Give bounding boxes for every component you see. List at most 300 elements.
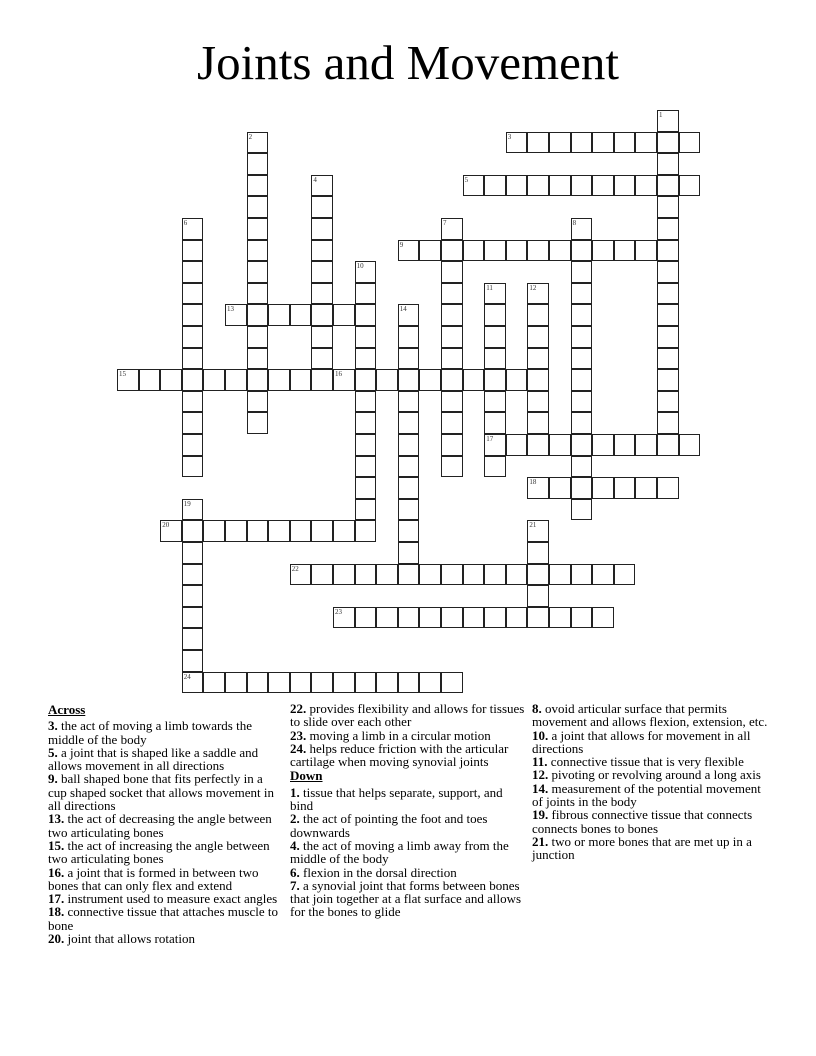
crossword-cell[interactable] [506, 132, 528, 154]
crossword-cell[interactable] [484, 304, 506, 326]
clue-number: 14. [532, 780, 549, 796]
clues-column-1 [48, 702, 284, 945]
crossword-cell[interactable] [679, 132, 701, 154]
crossword-cell[interactable] [182, 326, 204, 348]
crossword-cell[interactable] [571, 456, 593, 478]
crossword-cell[interactable] [614, 132, 636, 154]
crossword-cell[interactable] [398, 326, 420, 348]
crossword-cell[interactable] [679, 175, 701, 197]
crossword-cell[interactable] [441, 369, 463, 391]
crossword-cell[interactable] [527, 391, 549, 413]
crossword-cell[interactable] [311, 283, 333, 305]
crossword-cell[interactable] [203, 520, 225, 542]
crossword-cell[interactable] [376, 672, 398, 694]
clue-number-label: 14 [399, 305, 407, 314]
crossword-cell[interactable] [398, 542, 420, 564]
crossword-cell[interactable] [527, 283, 549, 305]
crossword-cell[interactable] [441, 261, 463, 283]
crossword-cell[interactable] [527, 520, 549, 542]
clue-text: a joint that allows for movement in all directions [532, 727, 751, 756]
crossword-cell[interactable] [549, 175, 571, 197]
crossword-cell[interactable] [506, 607, 528, 629]
crossword-cell[interactable] [355, 477, 377, 499]
crossword-cell[interactable] [571, 412, 593, 434]
crossword-cell[interactable] [225, 520, 247, 542]
across-clue [48, 839, 284, 866]
crossword-cell[interactable] [571, 348, 593, 370]
crossword-cell[interactable] [247, 520, 269, 542]
down-clue [532, 729, 768, 756]
crossword-cell[interactable] [657, 434, 679, 456]
clues-column-3 [532, 702, 768, 862]
clue-number-label: 24 [183, 672, 191, 681]
crossword-cell[interactable] [398, 304, 420, 326]
crossword-cell[interactable] [419, 369, 441, 391]
crossword-cell[interactable] [571, 175, 593, 197]
crossword-cell[interactable] [182, 412, 204, 434]
crossword-cell[interactable] [355, 564, 377, 586]
crossword-cell[interactable] [441, 434, 463, 456]
crossword-cell[interactable] [333, 607, 355, 629]
crossword-cell[interactable] [635, 175, 657, 197]
crossword-cell[interactable] [592, 240, 614, 262]
clue-number: 3. [48, 718, 58, 734]
crossword-cell[interactable] [592, 132, 614, 154]
crossword-cell[interactable] [333, 672, 355, 694]
crossword-cell[interactable] [657, 391, 679, 413]
crossword-cell[interactable] [182, 650, 204, 672]
crossword-cell[interactable] [247, 196, 269, 218]
crossword-cell[interactable] [527, 542, 549, 564]
crossword-cell[interactable] [247, 261, 269, 283]
crossword-cell[interactable] [139, 369, 161, 391]
clue-number-label: 21 [529, 521, 537, 530]
crossword-cell[interactable] [203, 672, 225, 694]
crossword-cell[interactable] [484, 412, 506, 434]
crossword-cell[interactable] [311, 348, 333, 370]
crossword-cell[interactable] [506, 175, 528, 197]
crossword-cell[interactable] [441, 304, 463, 326]
crossword-cell[interactable] [225, 369, 247, 391]
crossword-cell[interactable] [441, 412, 463, 434]
crossword-cell[interactable] [614, 175, 636, 197]
crossword-cell[interactable] [311, 218, 333, 240]
crossword-cell[interactable] [247, 304, 269, 326]
crossword-cell[interactable] [311, 240, 333, 262]
crossword-cell[interactable] [549, 607, 571, 629]
crossword-cell[interactable] [463, 564, 485, 586]
crossword-cell[interactable] [527, 175, 549, 197]
crossword-cell[interactable] [311, 326, 333, 348]
crossword-cell[interactable] [419, 672, 441, 694]
clue-number: 23. [290, 727, 307, 743]
crossword-cell[interactable] [419, 240, 441, 262]
crossword-cell[interactable] [398, 456, 420, 478]
crossword-cell[interactable] [441, 391, 463, 413]
crossword-cell[interactable] [657, 304, 679, 326]
crossword-cell[interactable] [311, 175, 333, 197]
crossword-cell[interactable] [182, 456, 204, 478]
crossword-cell[interactable] [311, 196, 333, 218]
crossword-cell[interactable] [527, 304, 549, 326]
down-clue [532, 835, 768, 862]
crossword-cell[interactable] [376, 607, 398, 629]
crossword-cell[interactable] [311, 520, 333, 542]
clue-text: the act of increasing the angle between two articulating bones [48, 837, 270, 867]
crossword-cell[interactable] [657, 369, 679, 391]
crossword-cell[interactable] [657, 218, 679, 240]
crossword-cell[interactable] [182, 564, 204, 586]
clue-number-label: 20 [162, 521, 170, 530]
crossword-cell[interactable] [571, 304, 593, 326]
page-title: Joints and Movement [197, 35, 619, 90]
crossword-cell[interactable] [290, 672, 312, 694]
crossword-cell[interactable] [268, 304, 290, 326]
crossword-cell[interactable] [376, 369, 398, 391]
clues-column-2 [290, 702, 526, 919]
crossword-cell[interactable] [527, 607, 549, 629]
clue-number: 12. [532, 767, 549, 783]
crossword-cell[interactable] [355, 369, 377, 391]
crossword-cell[interactable] [527, 564, 549, 586]
crossword-cell[interactable] [571, 477, 593, 499]
crossword-cell[interactable] [333, 369, 355, 391]
crossword-cell[interactable] [635, 477, 657, 499]
crossword-cell[interactable] [657, 132, 679, 154]
clue-text: helps reduce friction with the articular cartilage when moving synovial joints [290, 740, 509, 770]
clue-number-label: 10 [356, 262, 364, 271]
crossword-cell[interactable] [398, 672, 420, 694]
crossword-cell[interactable] [441, 218, 463, 240]
clue-number: 22. [290, 701, 307, 716]
clue-text: a joint that is formed in between two bones that can only flex and extend [48, 864, 259, 893]
clue-number-label: 17 [486, 435, 494, 443]
crossword-cell[interactable] [441, 240, 463, 262]
crossword-cell[interactable] [247, 132, 269, 154]
crossword-cell[interactable] [679, 434, 701, 456]
crossword-cell[interactable] [657, 326, 679, 348]
clue-number-label: 18 [529, 478, 537, 487]
clue-text: a synovial joint that forms between bones that join together at a flat surface and allows for the bones to glide [290, 877, 522, 920]
crossword-cell[interactable] [571, 391, 593, 413]
crossword-cell[interactable] [614, 564, 636, 586]
crossword-cell[interactable] [571, 132, 593, 154]
crossword-cell[interactable] [592, 434, 614, 456]
crossword-cell[interactable] [268, 520, 290, 542]
crossword-cell[interactable] [657, 477, 679, 499]
crossword-cell[interactable] [484, 283, 506, 305]
crossword-cell[interactable] [484, 348, 506, 370]
crossword-cell[interactable] [484, 607, 506, 629]
clue-text: provides flexibility and allows for tissues to slide over each other [290, 701, 525, 730]
crossword-cell[interactable] [117, 369, 139, 391]
crossword-cell[interactable] [527, 585, 549, 607]
down-clue [532, 768, 768, 781]
down-clue [290, 839, 526, 866]
crossword-cell[interactable] [182, 520, 204, 542]
crossword-cell[interactable] [463, 607, 485, 629]
crossword-cell[interactable] [484, 456, 506, 478]
crossword-cell[interactable] [376, 564, 398, 586]
clue-text: flexion in the dorsal direction [299, 864, 457, 880]
clue-number-label: 16 [335, 370, 342, 379]
crossword-cell[interactable] [463, 240, 485, 262]
crossword-cell[interactable] [592, 175, 614, 197]
clue-text: fibrous connective tissue that connects connects bones to bones [532, 807, 753, 836]
crossword-cell[interactable] [247, 175, 269, 197]
crossword-cell[interactable] [182, 261, 204, 283]
crossword-cell[interactable] [311, 304, 333, 326]
crossword-cell[interactable] [398, 520, 420, 542]
down-clue [532, 755, 768, 768]
crossword-cell[interactable] [182, 672, 204, 694]
crossword-cell[interactable] [527, 434, 549, 456]
crossword-cell[interactable] [355, 672, 377, 694]
crossword-cell[interactable] [182, 218, 204, 240]
crossword-cell[interactable] [247, 153, 269, 175]
crossword-cell[interactable] [614, 434, 636, 456]
crossword-cell[interactable] [419, 564, 441, 586]
crossword-cell[interactable] [247, 326, 269, 348]
crossword-cell[interactable] [484, 369, 506, 391]
crossword-cell[interactable] [527, 477, 549, 499]
crossword-cell[interactable] [160, 369, 182, 391]
crossword-cell[interactable] [311, 672, 333, 694]
crossword-cell[interactable] [355, 348, 377, 370]
clue-number: 6. [290, 864, 300, 880]
crossword-cell[interactable] [182, 628, 204, 650]
crossword-cell[interactable] [182, 499, 204, 521]
clue-number: 4. [290, 837, 300, 853]
crossword-cell[interactable] [571, 261, 593, 283]
crossword-cell[interactable] [657, 240, 679, 262]
crossword-cell[interactable] [549, 477, 571, 499]
crossword-cell[interactable] [398, 348, 420, 370]
crossword-cell[interactable] [247, 283, 269, 305]
crossword-cell[interactable] [484, 564, 506, 586]
crossword-cell[interactable] [247, 240, 269, 262]
clue-number: 9. [48, 771, 58, 787]
crossword-cell[interactable] [355, 391, 377, 413]
crossword-cell[interactable] [203, 369, 225, 391]
crossword-cell[interactable] [484, 326, 506, 348]
crossword-cell[interactable] [527, 132, 549, 154]
crossword-cell[interactable] [549, 564, 571, 586]
crossword-cell[interactable] [160, 520, 182, 542]
crossword-cell[interactable] [225, 304, 247, 326]
crossword-cell[interactable] [311, 369, 333, 391]
across-clue [48, 932, 284, 945]
crossword-cell[interactable] [398, 477, 420, 499]
crossword-cell[interactable] [657, 283, 679, 305]
crossword-cell[interactable] [657, 110, 679, 132]
crossword-cell[interactable] [247, 369, 269, 391]
crossword-cell[interactable] [355, 304, 377, 326]
crossword-cell[interactable] [398, 564, 420, 586]
crossword-cell[interactable] [592, 564, 614, 586]
crossword-cell[interactable] [355, 607, 377, 629]
crossword-cell[interactable] [182, 369, 204, 391]
clue-number-label: 4 [313, 175, 317, 184]
crossword-cell[interactable] [657, 412, 679, 434]
clue-number-label: 7 [443, 219, 447, 227]
crossword-cell[interactable] [635, 240, 657, 262]
crossword-cell[interactable] [484, 434, 506, 456]
crossword-cell[interactable] [247, 391, 269, 413]
crossword-cell[interactable] [355, 520, 377, 542]
crossword-cell[interactable] [333, 304, 355, 326]
clue-text: connective tissue that attaches muscle to bone [48, 904, 278, 933]
crossword-cell[interactable] [506, 369, 528, 391]
clue-number: 5. [48, 744, 58, 760]
crossword-cell[interactable] [225, 672, 247, 694]
crossword-cell[interactable] [268, 672, 290, 694]
crossword-cell[interactable] [290, 369, 312, 391]
crossword-cell[interactable] [549, 132, 571, 154]
crossword-cell[interactable] [441, 348, 463, 370]
crossword-cell[interactable] [484, 240, 506, 262]
clue-number-label: 19 [183, 499, 191, 508]
crossword-cell[interactable] [571, 434, 593, 456]
across-clue [290, 702, 526, 729]
clue-number: 21. [532, 833, 549, 849]
crossword-cell[interactable] [182, 283, 204, 305]
crossword-cell[interactable] [290, 520, 312, 542]
crossword-cell[interactable] [182, 304, 204, 326]
clue-number-label: 5 [464, 175, 469, 184]
crossword-cell[interactable] [463, 369, 485, 391]
clue-text: tissue that helps separate, support, and bind [290, 784, 503, 814]
crossword-cell[interactable] [441, 326, 463, 348]
clue-number-label: 23 [335, 607, 342, 616]
crossword-cell[interactable] [182, 607, 204, 629]
crossword-cell[interactable] [290, 304, 312, 326]
crossword-cell[interactable] [527, 369, 549, 391]
crossword-cell[interactable] [398, 369, 420, 391]
crossword-cell[interactable] [549, 240, 571, 262]
crossword-cell[interactable] [419, 607, 441, 629]
across-clue [48, 812, 284, 839]
crossword-cell[interactable] [311, 261, 333, 283]
crossword-cell[interactable] [657, 196, 679, 218]
crossword-cell[interactable] [333, 564, 355, 586]
crossword-cell[interactable] [398, 240, 420, 262]
clue-text: connective tissue that is very flexible [547, 754, 744, 770]
crossword-cell[interactable] [182, 391, 204, 413]
crossword-cell[interactable] [527, 326, 549, 348]
crossword-cell[interactable] [549, 434, 571, 456]
crossword-cell[interactable] [441, 564, 463, 586]
crossword-cell[interactable] [592, 607, 614, 629]
crossword-cell[interactable] [657, 175, 679, 197]
crossword-cell[interactable] [657, 348, 679, 370]
crossword-cell[interactable] [247, 672, 269, 694]
crossword-cell[interactable] [311, 564, 333, 586]
clue-number-label: 11 [486, 283, 493, 292]
crossword-cell[interactable] [657, 261, 679, 283]
crossword-cell[interactable] [182, 585, 204, 607]
crossword-cell[interactable] [592, 477, 614, 499]
clue-number-label: 2 [248, 132, 253, 141]
crossword-cell[interactable] [398, 607, 420, 629]
crossword-cell[interactable] [571, 564, 593, 586]
crossword-cell[interactable] [398, 391, 420, 413]
crossword-cell[interactable] [355, 456, 377, 478]
crossword-cell[interactable] [355, 326, 377, 348]
crossword-cell[interactable] [614, 240, 636, 262]
down-clue [532, 782, 768, 809]
clue-text: ball shaped bone that fits perfectly in a cup shaped socket that allows movement in all directions [48, 771, 275, 814]
clue-number-label: 6 [183, 219, 188, 227]
crossword-cell[interactable] [441, 607, 463, 629]
crossword-cell[interactable] [635, 132, 657, 154]
clue-number: 17. [48, 891, 65, 907]
crossword-cell[interactable] [463, 175, 485, 197]
crossword-cell[interactable] [657, 153, 679, 175]
clue-number: 24. [290, 740, 307, 756]
crossword-cell[interactable] [571, 369, 593, 391]
crossword-cell[interactable] [506, 434, 528, 456]
crossword-cell[interactable] [182, 240, 204, 262]
crossword-cell[interactable] [571, 326, 593, 348]
crossword-cell[interactable] [441, 283, 463, 305]
clue-text: ovoid articular surface that permits movement and allows flexion, extension, etc. [532, 701, 768, 730]
crossword-cell[interactable] [333, 520, 355, 542]
crossword-cell[interactable] [290, 564, 312, 586]
crossword-cell[interactable] [484, 175, 506, 197]
clue-text: two or more bones that are met up in a junction [532, 833, 752, 863]
crossword-cell[interactable] [614, 477, 636, 499]
crossword-cell[interactable] [571, 607, 593, 629]
crossword-cell[interactable] [506, 564, 528, 586]
crossword-cell[interactable] [571, 283, 593, 305]
crossword-cell[interactable] [398, 434, 420, 456]
crossword-cell[interactable] [355, 499, 377, 521]
crossword-cell[interactable] [355, 412, 377, 434]
clue-number: 20. [48, 931, 65, 947]
across-clue [48, 866, 284, 893]
crossword-cell[interactable] [268, 369, 290, 391]
crossword-cell[interactable] [355, 261, 377, 283]
crossword-cell[interactable] [527, 348, 549, 370]
clue-text: joint that allows rotation [64, 931, 195, 947]
crossword-cell[interactable] [355, 434, 377, 456]
crossword-cell[interactable] [527, 240, 549, 262]
crossword-cell[interactable] [398, 412, 420, 434]
clue-number: 10. [532, 727, 549, 743]
crossword-cell[interactable] [571, 240, 593, 262]
crossword-cell[interactable] [441, 672, 463, 694]
crossword-cell[interactable] [571, 499, 593, 521]
crossword-cell[interactable] [247, 218, 269, 240]
down-clue [532, 808, 768, 835]
crossword-cell[interactable] [398, 499, 420, 521]
crossword-cell[interactable] [571, 218, 593, 240]
crossword-cell[interactable] [527, 412, 549, 434]
crossword-cell[interactable] [247, 412, 269, 434]
crossword-cell[interactable] [247, 348, 269, 370]
crossword-cell[interactable] [484, 391, 506, 413]
crossword-cell[interactable] [635, 434, 657, 456]
crossword-cell[interactable] [182, 348, 204, 370]
crossword-cell[interactable] [506, 240, 528, 262]
crossword-cell[interactable] [182, 434, 204, 456]
clue-number-label: 8 [572, 219, 577, 227]
crossword-cell[interactable] [355, 283, 377, 305]
crossword-cell[interactable] [441, 456, 463, 478]
crossword-cell[interactable] [182, 542, 204, 564]
across-clue [290, 742, 526, 769]
